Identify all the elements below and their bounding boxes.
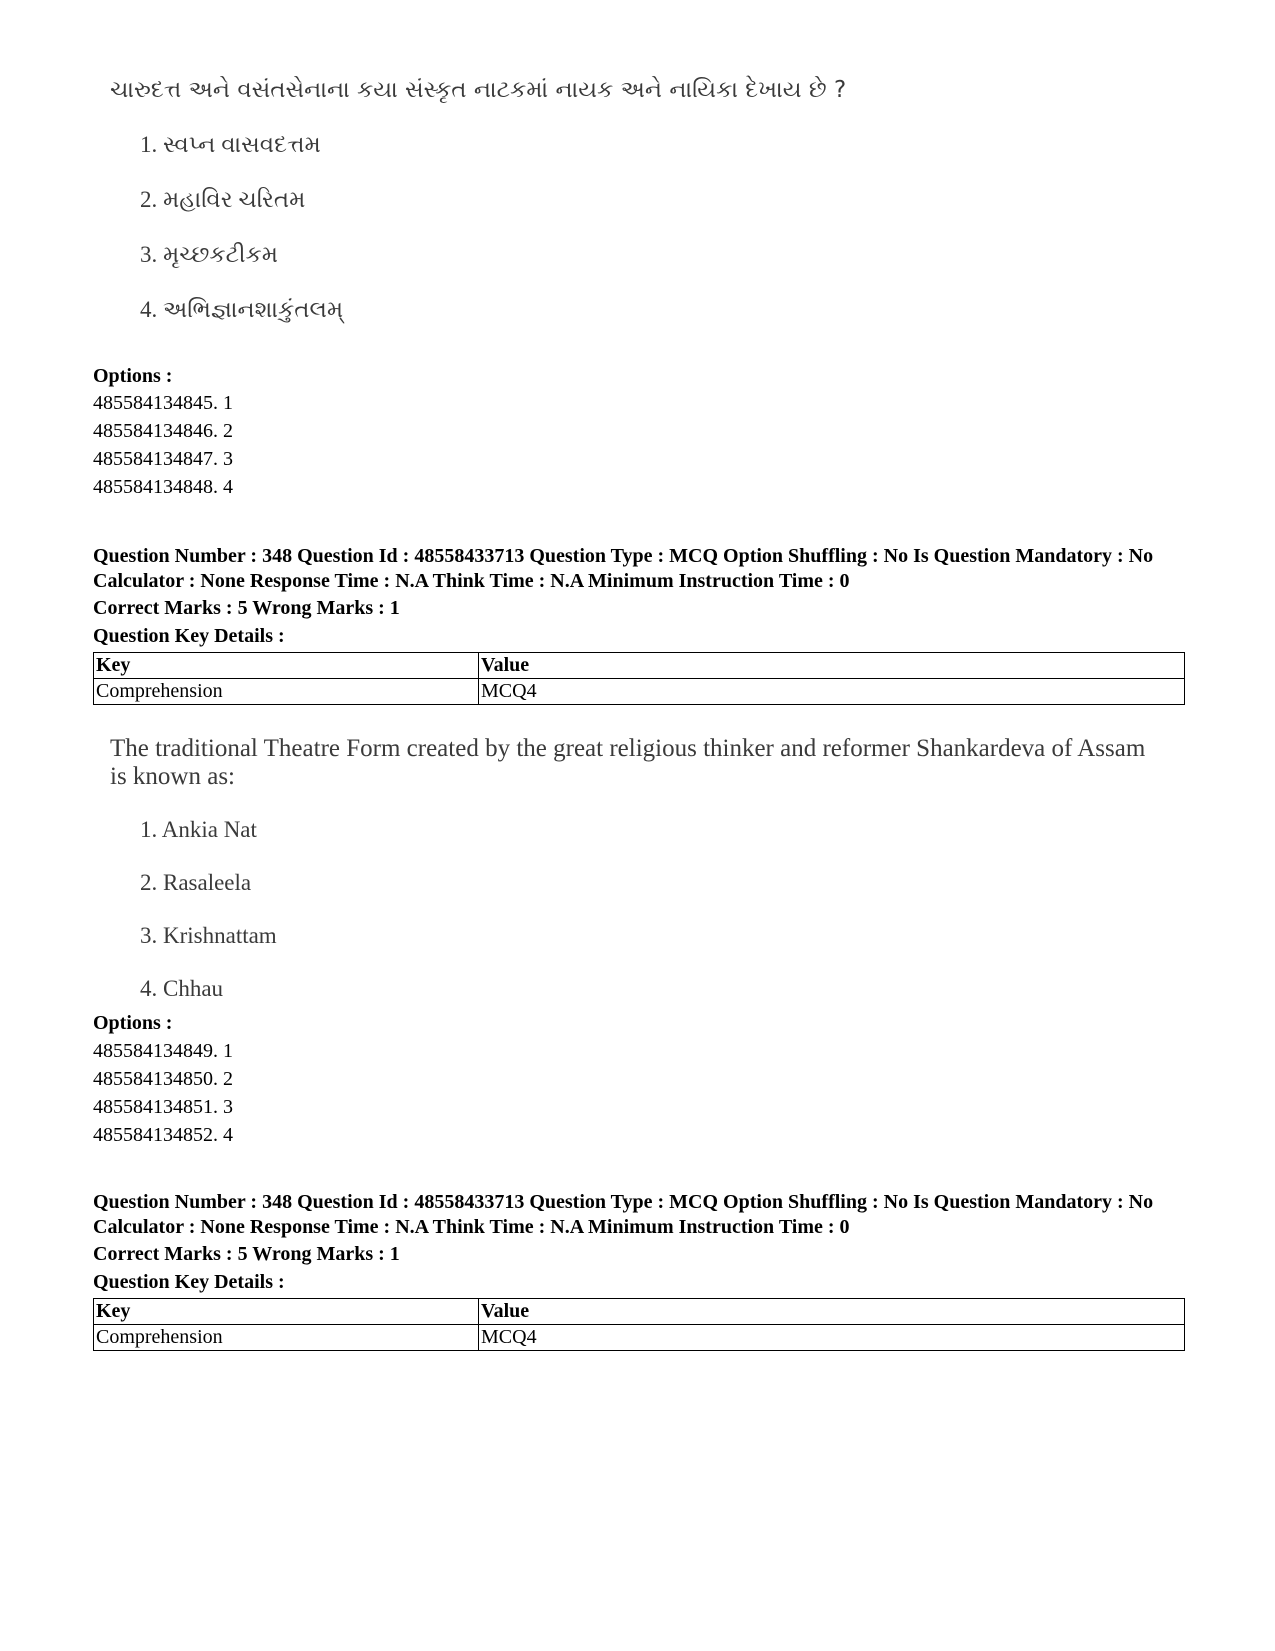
table-header-row	[94, 653, 1185, 679]
question-choice: 2. મહાવિર ચરિતમ	[140, 187, 306, 212]
option-line: 485584134852. 4	[93, 1124, 233, 1146]
option-line: 485584134848. 4	[93, 476, 233, 498]
table-row	[94, 679, 1185, 705]
option-line: 485584134850. 2	[93, 1068, 233, 1090]
table-header-value: Value	[479, 653, 1185, 679]
table-cell-value: MCQ4	[479, 1325, 1185, 1351]
option-line: 485584134849. 1	[93, 1040, 233, 1062]
table-cell-value: MCQ4	[479, 679, 1185, 705]
marks-line: Correct Marks : 5 Wrong Marks : 1	[93, 1243, 400, 1265]
question-text: ચારુદત્ત અને વસંતસેનાના કયા સંસ્કૃત નાટકમાં નાયક અને નાયિકા દેખાય છે ?	[110, 77, 847, 103]
question-choice: 4. Chhau	[140, 976, 224, 1001]
options-label: Options :	[93, 1012, 173, 1034]
table-header-key: Key	[94, 653, 479, 679]
key-value-table	[93, 652, 1185, 705]
table-cell-key: Comprehension	[94, 679, 479, 705]
key-details-label: Question Key Details :	[93, 625, 285, 647]
table-row	[94, 1325, 1185, 1351]
question-meta: Question Number : 348 Question Id : 48558433713 Question Type : MCQ Option Shuffling : No Is Question Mandatory : No Calculator : None Response Time : N.A Think Time : N.A Minimum Instruction Time : 0	[93, 545, 1154, 592]
marks-line: Correct Marks : 5 Wrong Marks : 1	[93, 597, 400, 619]
question-meta: Question Number : 348 Question Id : 48558433713 Question Type : MCQ Option Shuffling : No Is Question Mandatory : No Calculator : None Response Time : N.A Think Time : N.A Minimum Instruction Time : 0	[93, 1191, 1154, 1238]
table-header-key: Key	[94, 1299, 479, 1325]
question-text: The traditional Theatre Form created by the great religious thinker and reformer Shankardeva of Assam is known as:	[110, 735, 1146, 790]
question-image-1	[110, 76, 1160, 322]
option-line: 485584134846. 2	[93, 420, 233, 442]
question-choice: 3. Krishnattam	[140, 923, 277, 948]
table-cell-key: Comprehension	[94, 1325, 479, 1351]
table-header-row	[94, 1299, 1185, 1325]
option-line: 485584134851. 3	[93, 1096, 233, 1118]
table-header-value: Value	[479, 1299, 1185, 1325]
question-choice: 4. અભિજ્ઞાનશાકુંતલમ્	[140, 297, 344, 322]
question-image-2	[110, 735, 1150, 1001]
question-choice: 1. Ankia Nat	[140, 817, 257, 842]
key-details-label: Question Key Details :	[93, 1271, 285, 1293]
option-line: 485584134845. 1	[93, 392, 233, 414]
question-choice: 1. સ્વપ્ન વાસવદત્તમ	[140, 132, 321, 157]
options-label: Options :	[93, 365, 173, 387]
question-choice: 3. મૃચ્છકટીકમ	[140, 242, 279, 267]
key-value-table	[93, 1298, 1185, 1351]
question-choice: 2. Rasaleela	[140, 870, 252, 895]
option-line: 485584134847. 3	[93, 448, 233, 470]
